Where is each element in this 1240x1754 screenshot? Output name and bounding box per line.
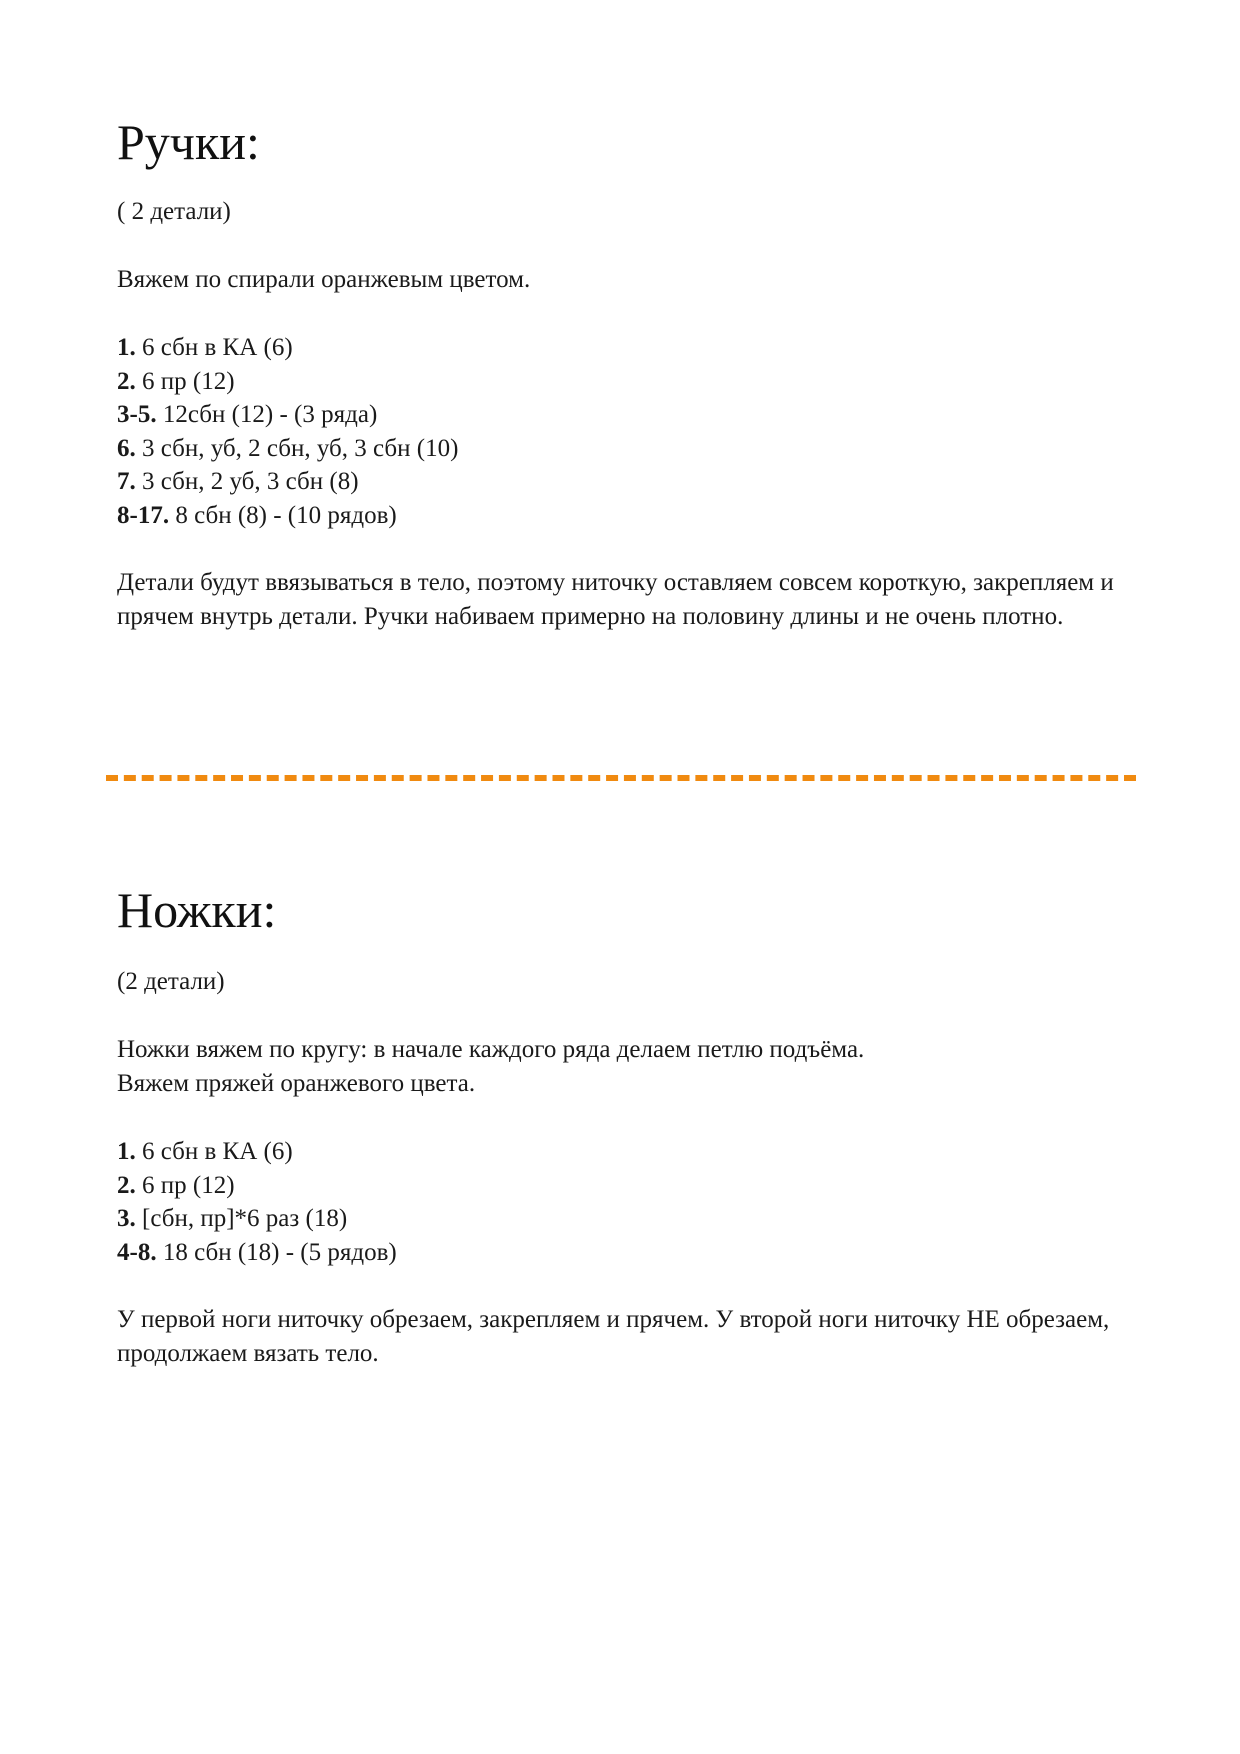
row-item [117,1202,1127,1236]
row-number: 3-5. [117,401,157,428]
row-text: 6 пр (12) [135,1171,235,1199]
row-list [117,331,1127,532]
dashed-divider [106,775,1136,781]
row-item [117,1135,1127,1169]
row-number: 2. [117,367,136,395]
row-text: [сбн, пр]*6 раз (18) [135,1205,348,1232]
note-text: У первой ноги ниточку обрезаем, закрепляем и прячем. У второй ноги ниточку НЕ обрезаем, продолжаем вязать тело. [117,1306,1110,1367]
intro-line: Ножки вяжем по кругу: в начале каждого ряда делаем петлю подъёма. [117,1036,865,1063]
note-text: Детали будут ввязываться в тело, поэтому ниточку оставляем совсем короткую, закрепляем и прячем внутрь детали. Ручки набиваем примерно на половину длины и не очень плотно. [117,569,1114,630]
row-text: 3 сбн, 2 уб, 3 сбн (8) [135,468,359,495]
row-item [117,1236,1127,1270]
row-text: 18 сбн (18) - (5 рядов) [156,1238,397,1266]
row-text: 6 сбн в КА (6) [135,1138,293,1165]
row-item [117,365,1127,399]
row-text: 6 пр (12) [135,367,235,395]
intro-line: Вяжем пряжей оранжевого цвета. [117,1070,476,1097]
section-title: Ножки: [117,882,277,938]
row-item [117,465,1127,499]
part-count: ( 2 детали) [117,198,231,225]
intro-text [117,1033,1127,1101]
row-text: 3 сбн, уб, 2 сбн, уб, 3 сбн (10) [135,434,459,462]
section-hands [117,112,1127,634]
part-count: (2 детали) [117,968,225,995]
section-legs [117,880,1127,1371]
row-number: 2. [117,1171,136,1199]
row-list [117,1135,1127,1269]
row-number: 3. [117,1205,136,1232]
row-item [117,432,1127,466]
row-number: 4-8. [117,1238,157,1266]
row-number: 6. [117,434,136,462]
row-item [117,398,1127,432]
row-item [117,499,1127,533]
intro-text: Вяжем по спирали оранжевым цветом. [117,266,531,293]
row-number: 7. [117,468,136,495]
row-number: 1. [117,1138,136,1165]
row-item [117,331,1127,365]
row-number: 1. [117,334,136,361]
row-text: 8 сбн (8) - (10 рядов) [169,501,397,529]
row-text: 6 сбн в КА (6) [135,334,293,361]
section-title: Ручки: [117,114,260,170]
row-item [117,1169,1127,1203]
row-number: 8-17. [117,501,170,529]
row-text: 12сбн (12) - (3 ряда) [156,401,378,428]
